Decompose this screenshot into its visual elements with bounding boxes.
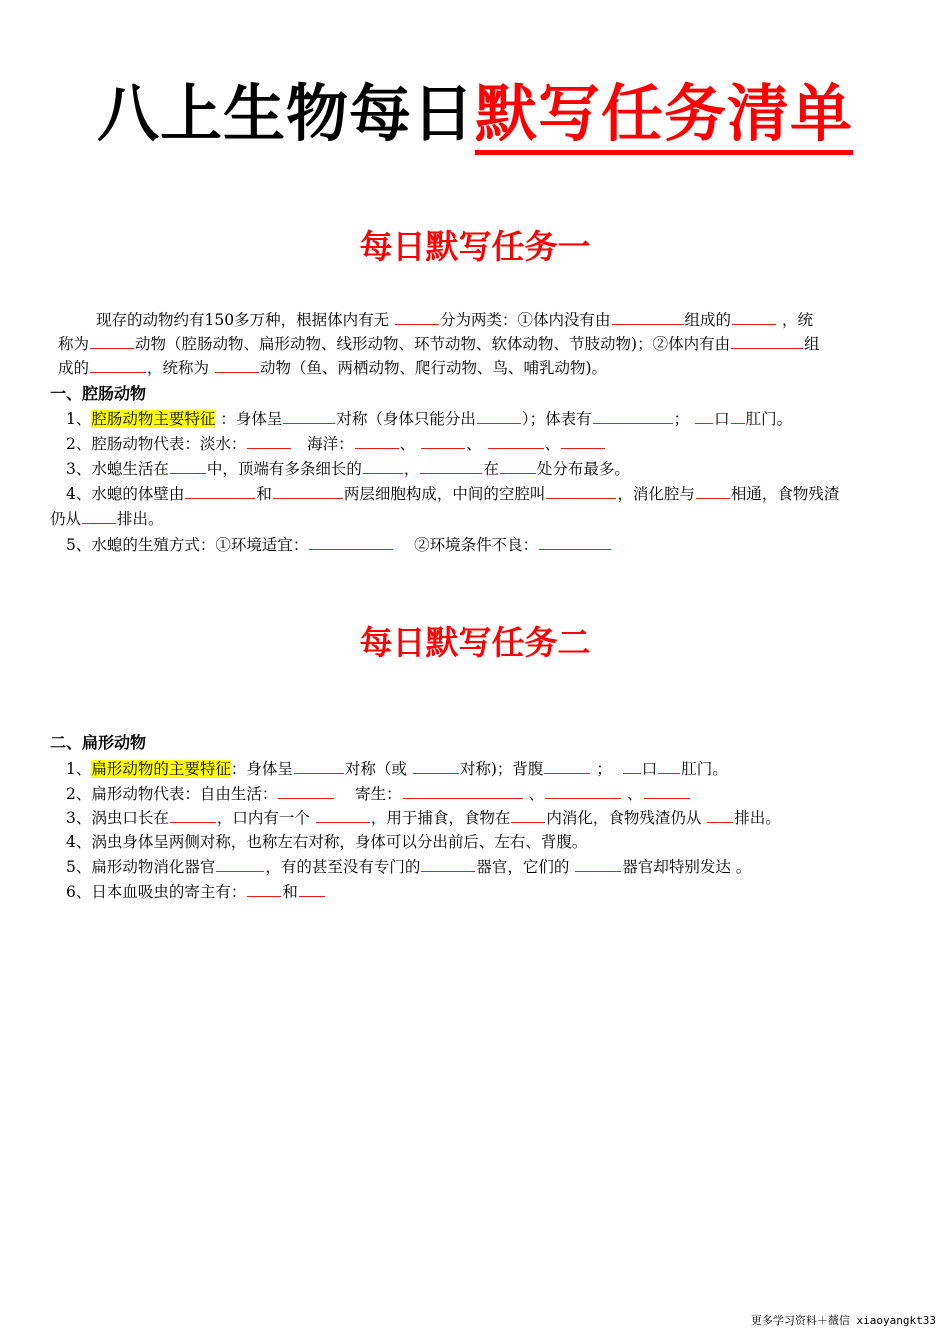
- task1-q4-cont: 仍从 排出。: [50, 507, 164, 531]
- section-platyhelminthes: 二、扁形动物: [50, 733, 147, 752]
- task2-q6: 6、日本血吸虫的寄主有： 和: [66, 880, 326, 904]
- task1-q5: 5、水螅的生殖方式：①环境适宜： ②环境条件不良：: [66, 533, 612, 557]
- task2-heading: 每日默写任务二: [359, 623, 591, 662]
- footer-note: 更多学习资料＋薇信 xiaoyangkt33: [750, 1314, 936, 1327]
- task1-q2: 2、腔肠动物代表：淡水： 海洋： 、 、 、: [66, 432, 606, 456]
- highlight-platyhelminthes-feature: 扁形动物的主要特征: [91, 760, 231, 778]
- highlight-coelenterata-feature: 腔肠动物主要特征: [91, 410, 216, 428]
- title-black: 八上生物每日: [96, 77, 475, 150]
- task2-q5: 5、扁形动物消化器官 ，有的甚至没有专门的 器官，它们的 器官却特别发达 。: [66, 855, 751, 879]
- task1-intro-line3: 成的 ，统称为 动物（鱼、两栖动物、爬行动物、鸟、哺乳动物)。: [58, 356, 607, 380]
- task2-q3: 3、涡虫口长在 ，口内有一个 ，用于捕食，食物在 内消化，食物残渣仍从 排出。: [66, 806, 781, 830]
- task2-q1: 1、扁形动物的主要特征：身体呈 对称（或 对称)；背腹 ； 口 肛门。: [66, 757, 728, 781]
- page-title: [0, 74, 950, 154]
- task1-intro-line1: 现存的动物约有150多万种，根据体内有无 分为两类：①体内没有由 组成的 ，统: [96, 308, 813, 332]
- task1-q4: 4、水螅的体壁由 和 两层细胞构成，中间的空腔叫 ，消化腔与 相通，食物残渣: [66, 482, 839, 506]
- task2-q2: 2、扁形动物代表：自由生活： 寄生： 、 、: [66, 782, 691, 806]
- task1-q3: 3、水螅生活在 中，顶端有多条细长的 ， 在 处分布最多。: [66, 457, 630, 481]
- task1-q1: 1、腔肠动物主要特征 ：身体呈 对称（身体只能分出 ）；体表有 ； 口 肛门。: [66, 407, 792, 431]
- task2-q4: 4、涡虫身体呈两侧对称，也称左右对称，身体可以分出前后、左右、背腹。: [66, 833, 588, 851]
- task1-intro-line2: 称为 动物（腔肠动物、扁形动物、线形动物、环节动物、软体动物、节肢动物)；②体内有由 组: [58, 332, 820, 356]
- title-red: 默写任务清单: [475, 77, 853, 155]
- task1-heading: 每日默写任务一: [359, 227, 591, 266]
- section-coelenterata: 一、腔肠动物: [50, 384, 147, 403]
